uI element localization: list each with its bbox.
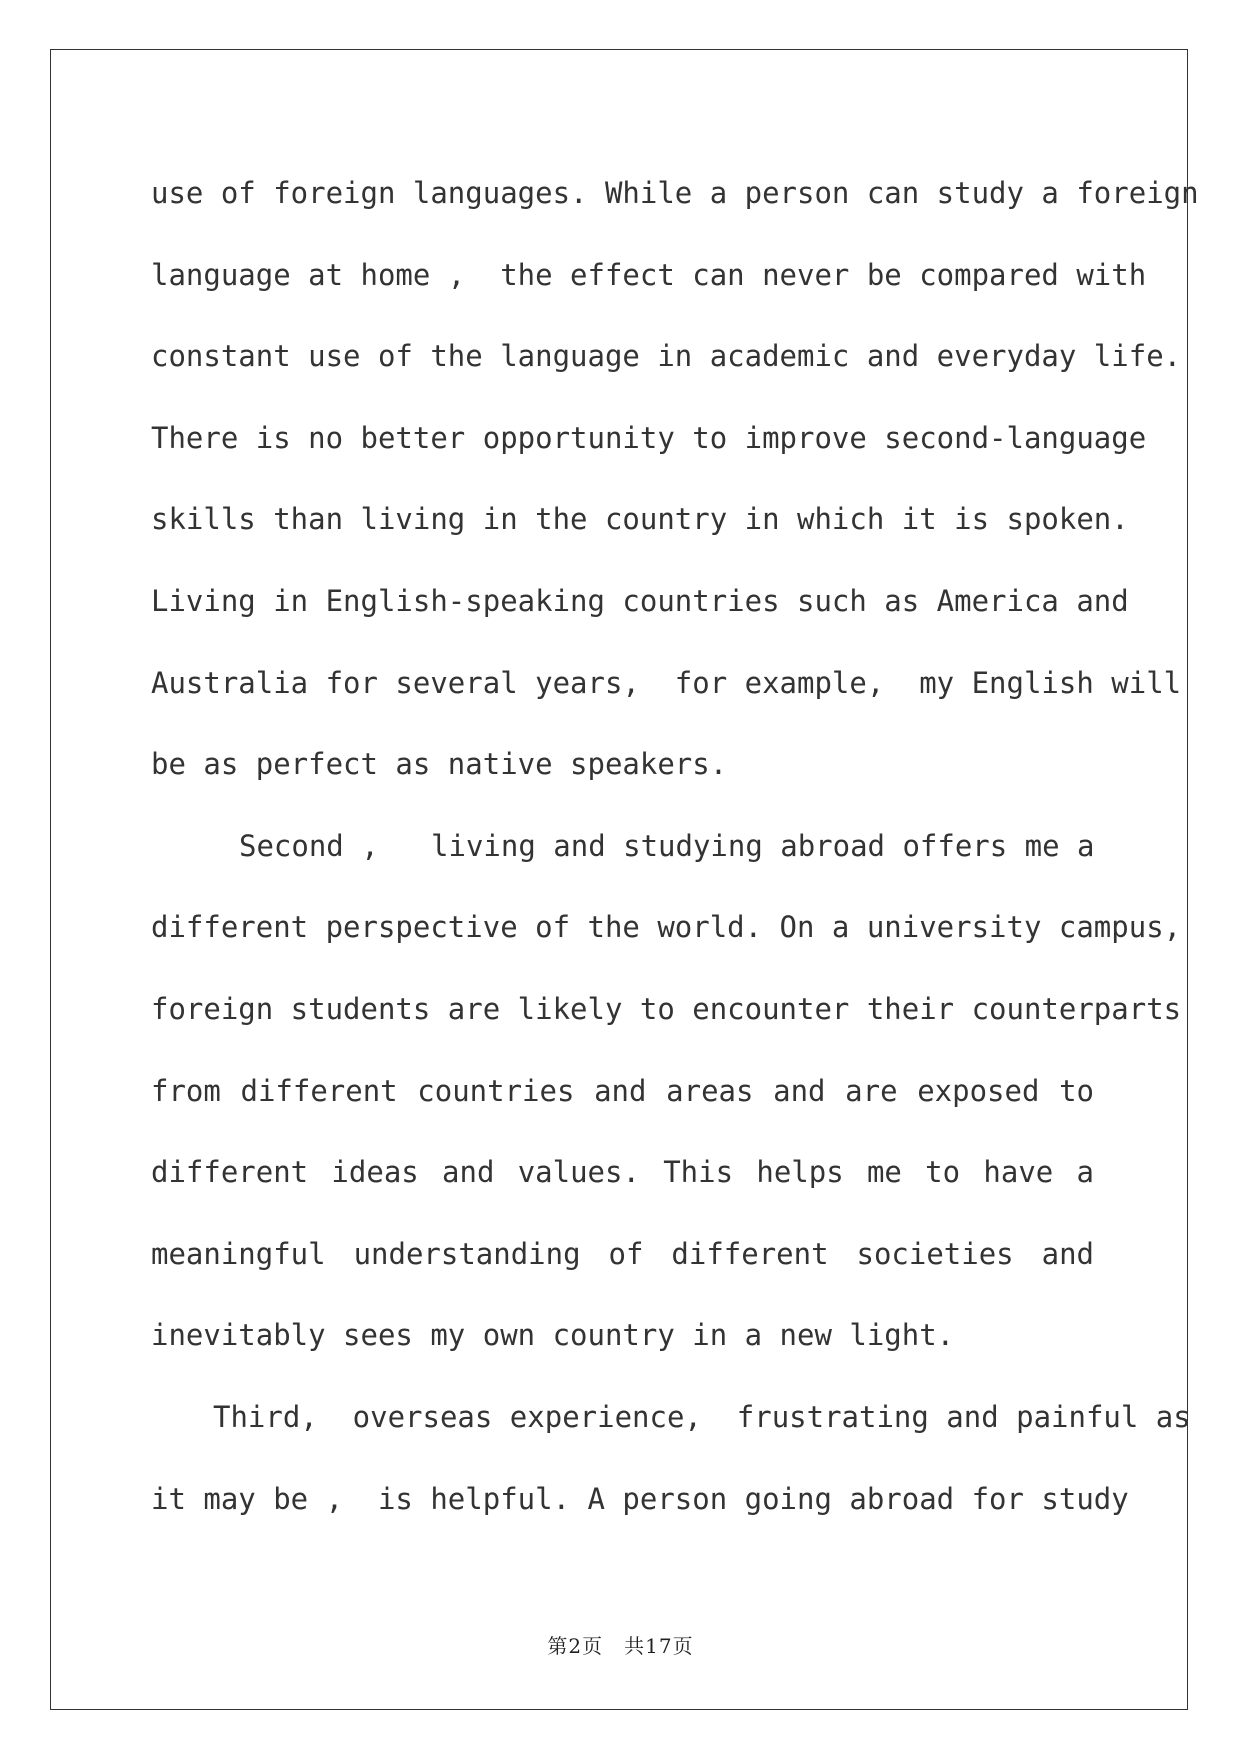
text-line: Second , living and studying abroad offers me a (239, 828, 1095, 863)
text-line: language at home , the effect can never be compared with (151, 257, 1147, 292)
text-line: Living in English-speaking countries such as America and (151, 583, 1129, 618)
text-line: inevitably sees my own country in a new light. (151, 1318, 955, 1353)
text-line: There is no better opportunity to improve second-language (151, 420, 1147, 455)
page-number-footer: 第2页 共17页 (547, 1634, 694, 1658)
text-line: skills than living in the country in which it is spoken. (151, 502, 1129, 537)
text-line: meaningful understanding of different societies and (151, 1236, 1094, 1271)
text-line: it may be , is helpful. A person going abroad for study (151, 1481, 1129, 1516)
text-line: Australia for several years, for example, my English will (151, 665, 1182, 700)
text-line: different ideas and values. This helps me to have a (151, 1155, 1094, 1190)
text-line: be as perfect as native speakers. (151, 747, 728, 782)
text-line: foreign students are likely to encounter their counterparts (151, 991, 1182, 1026)
document-body (151, 153, 1199, 1540)
text-line: Third, overseas experience, frustrating and painful as (213, 1399, 1191, 1434)
text-line: constant use of the language in academic and everyday life. (151, 339, 1182, 374)
text-line: from different countries and areas and are exposed to (151, 1073, 1094, 1108)
text-line: different perspective of the world. On a university campus, (151, 910, 1182, 945)
text-line: use of foreign languages. While a person can study a foreign (151, 176, 1199, 210)
